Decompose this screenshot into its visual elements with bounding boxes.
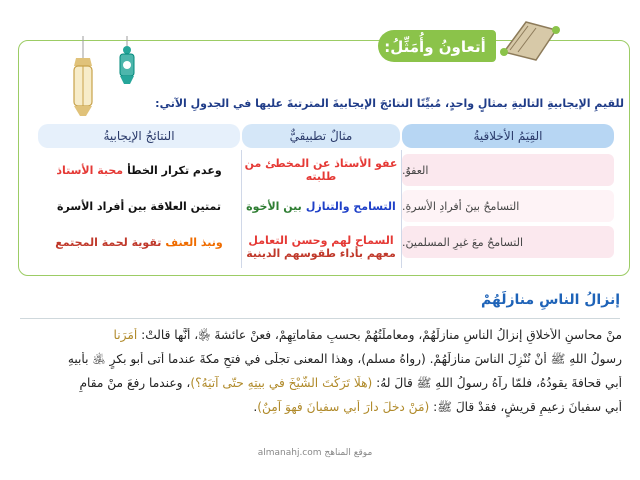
paragraph-line xyxy=(22,376,622,394)
scroll-icon xyxy=(496,14,566,64)
activity-badge-title: أتعاونُ وأُمَثِّلُ: xyxy=(384,38,486,56)
value-cell: التسامحُ بينَ أفرادِ الأسرةِ. xyxy=(402,190,614,222)
example-text: بين الأخوة xyxy=(246,199,302,213)
table-row xyxy=(0,226,640,268)
paragraph-line xyxy=(22,400,622,418)
value-cell: التسامحُ معَ غيرِ المسلمينَ. xyxy=(402,226,614,258)
paragraph-text: أبي قحافةَ يقودُهُ، فلمّا رآهُ رسولُ اللهِ ﷺ قالَ لهُ: xyxy=(372,376,622,390)
table-row xyxy=(0,190,640,224)
result-text: وعدم تكرار الخطأ xyxy=(127,163,222,177)
paragraph-text: . xyxy=(253,400,258,414)
example-text: السماح لهم وحسن التعامل xyxy=(248,234,394,247)
result-text: ونبذ العنف xyxy=(165,235,223,249)
example-cell xyxy=(242,226,400,268)
section-divider xyxy=(20,318,620,319)
paragraph-line xyxy=(22,328,622,346)
paragraph-text: أبي سفيانَ زعيمِ قريشٍ، فقدْ قالَ ﷺ: xyxy=(429,400,622,414)
result-cell xyxy=(38,226,240,258)
column-divider xyxy=(401,150,402,268)
column-divider xyxy=(241,150,242,268)
paragraph-line xyxy=(22,352,622,370)
paragraph-text: منْ محاسنِ الأخلاقِ إنزالُ الناسِ منازلَهُمْ، ومعاملَتُهُمْ بحسبِ مقاماتِهِمْ، فعنْ عائشةَ ﵂، أنَّها قالتْ: xyxy=(137,328,622,342)
result-text: تقوية لحمة المجتمع xyxy=(55,235,162,249)
result-text: محبة الأستاذ xyxy=(56,163,124,177)
watermark: موقع المناهج almanahj.com xyxy=(257,448,373,458)
hadith-quote: (هلّا تَرَكْتَ الشَّيْخَ في بيتِهِ حتّى آتيَهُ؟) xyxy=(190,376,373,390)
example-text: معهم بأداء طقوسهم الدينية xyxy=(246,247,396,260)
result-cell xyxy=(38,154,240,186)
value-cell: العفوُ. xyxy=(402,154,614,186)
example-text: التسامح والتنازل xyxy=(305,199,396,213)
paragraph-text: رسولُ اللهِ ﷺ أنْ نُنْزِلَ الناسَ منازلَهُمْ. (رواهُ مسلم)، وهذا المعنى تجلّى في فتحِ مكةَ عندما أتى أبو بكرٍ ﵁ بأبيهِ xyxy=(67,352,622,366)
section-title: إنزالُ الناسِ منازلَهُمْ xyxy=(481,292,620,308)
table-header-results: النتائجُ الإيجابيةُ xyxy=(38,124,240,148)
table-row xyxy=(0,154,640,188)
lantern-icon xyxy=(116,36,138,96)
table-header-example: مثالٌ تطبيقيٌّ xyxy=(242,124,400,148)
hadith-quote: أَمَرَنا xyxy=(113,328,138,342)
activity-instruction: للقيمِ الإيجابيةِ التاليةِ بمثالٍ واحدٍ، مُبيِّنًا النتائجَ الإيجابيةَ المترتبةَ عليها في الجدولِ الآتي: xyxy=(155,97,624,110)
example-cell xyxy=(242,190,400,222)
paragraph-text: ، وعندما رفعَ منْ مقامِ xyxy=(79,376,191,390)
result-cell: تمتين العلاقة بين أفراد الأسرة xyxy=(57,199,221,213)
example-cell: عفو الأستاذ عن المخطئ من طلبته xyxy=(244,157,398,183)
hadith-quote: (مَنْ دخلَ دارَ أبي سفيانَ فهوَ آمِنٌ) xyxy=(257,400,430,414)
table-header-values: القِيَمُ الأخلاقيةُ xyxy=(402,124,614,148)
lantern-icon xyxy=(66,36,100,136)
